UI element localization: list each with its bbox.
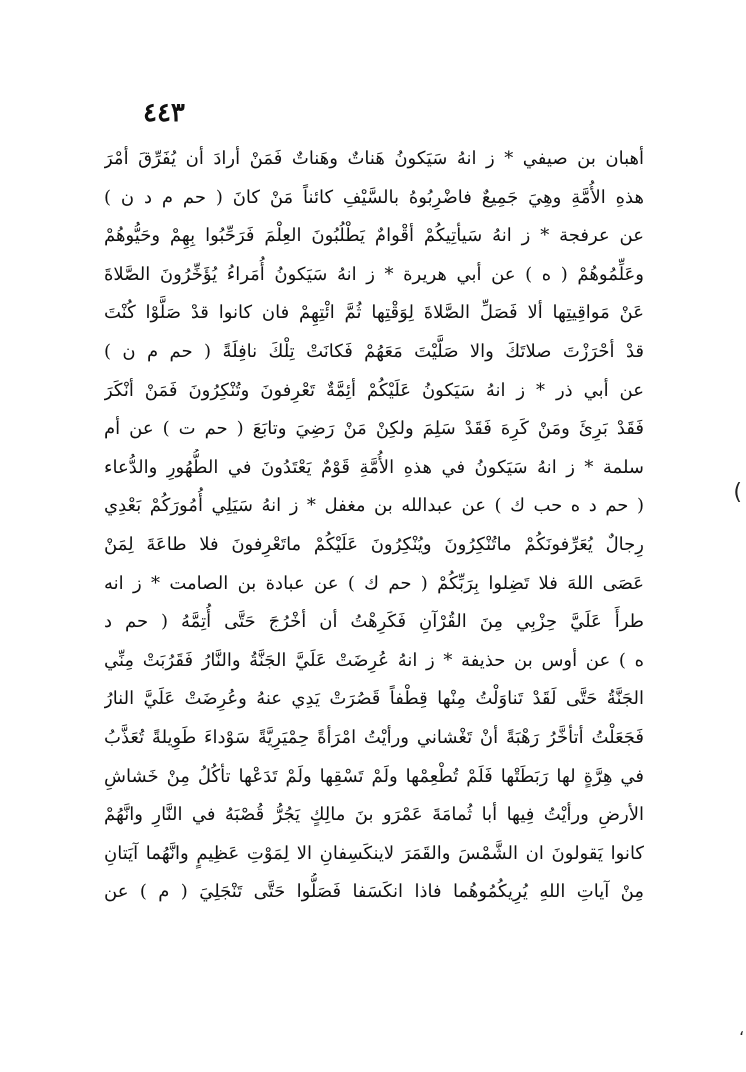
text-line: هذهِ الأُمَّةِ وهِيَ جَمِيعٌ فاضْرِبُوهُ بالسَّيْفِ كائناً مَنْ كانَ ( حم م د ن ) (104, 186, 644, 208)
text-line: سلمة * ز انهُ سَيَكونُ في هذهِ الأُمَّةِ قَوْمٌ يَعْتَدُونَ في الطُّهُورِ والدُّعاء (104, 456, 644, 478)
text-line: ه ) عن أوس بن حذيفة * ز انهُ عُرِضَتْ عَلَيَّ الجَنَّةُ والنَّارُ فَقَرُبَتْ مِنِّي (104, 649, 644, 671)
text-line: الجَنَّةُ حَتَّى لَقَدْ تَناوَلْتُ مِنْها قِطْفاً قَصُرَتْ يَدِي عنهُ وعُرِضَتْ عَلَيَّ النارُ (104, 688, 644, 710)
text-line: وعَلِّمُوهُمْ ( ه ) عن أبي هريرة * ز انهُ سَيَكونُ أُمَراءُ يُؤَخِّرُونَ الصَّلاةَ (104, 263, 644, 285)
margin-mark: ( (733, 480, 742, 505)
text-line: عَنْ مَواقِيتِها ألا فَصَلِّ الصَّلاةَ لِوَقْتِها ثُمَّ ائْتِهِمْ فان كانوا قدْ صَلَّوْا كُنْتَ (104, 302, 644, 324)
body-text (104, 140, 644, 912)
text-line: عن عرفجة * ز انهُ سَيأتِيكُمْ أقْوامٌ يَطْلُبُونَ العِلْمَ فَرَحِّبُوا بِهِمْ وحَيُّوهُمْ (104, 225, 644, 247)
text-line: الأرضِ ورأيْتُ فِيها أبا ثُمامَةَ عَمْرَو بنَ مالِكٍ يَجُرُّ قُصْبَهُ في النَّارِ وانَّهُمْ (104, 804, 644, 826)
margin-mark: ، (738, 1020, 744, 1039)
text-line: طرأَ عَلَيَّ حِزْبِي مِنَ القُرْآنِ فَكَرِهْتُ أن أخْرُجَ حَتَّى أُتِمَّهُ ( حم د (104, 611, 644, 633)
text-line: فَقَدْ بَرِئَ ومَنْ كَرِهَ فَقَدْ سَلِمَ ولكِنْ مَنْ رَضِيَ وتابَعَ ( حم ت ) عن أم (104, 418, 644, 440)
text-line: عن أبي ذر * ز انهُ سَيَكونُ عَلَيْكُمْ أئِمَّةٌ تَعْرِفونَ وتُنْكِرُونَ فَمَنْ أنْكَرَ (104, 379, 644, 401)
text-line: قدْ أحْرَزْتَ صلاتَكَ والا صَلَّيْتَ مَعَهُمْ فَكانَتْ تِلْكَ نافِلَةً ( حم م ن ) (104, 340, 644, 362)
text-line: كانوا يَقولونَ ان الشَّمْسَ والقَمَرَ لاينكَسِفانِ الا لِمَوْتِ عَظِيمٍ وانَّهُما آيَتانِ (104, 842, 644, 864)
text-line: مِنْ آياتِ اللهِ يُرِيكُمُوهُما فاذا انكَسَفا فَصَلُّوا حَتَّى تَنْجَلِيَ ( م ) عن (104, 881, 644, 903)
text-line: عَصَى اللهَ فلا تَضِلوا بِرَبِّكُمْ ( حم ك ) عن عبادة بن الصامت * ز انه (104, 572, 644, 594)
text-line: ( حم د ه حب ك ) عن عبدالله بن مغفل * ز انهُ سَيَلِي أُمُورَكُمْ بَعْدِي (104, 495, 644, 517)
text-line: في هِرَّةٍ لها رَبَطَتْها فَلَمْ تُطْعِمْها ولَمْ تَسْقِها ولَمْ تَدَعْها تأكُلُ مِنْ خَشاشِ (104, 765, 644, 787)
text-line: فَجَعَلْتُ أتأخَّرُ رَهْبَةً أنْ تَغْشاني ورأيْتُ امْرَأةً حِمْيَرِيَّةً سَوْداءَ طَوِيلةً تُعَذَّبُ (104, 726, 644, 748)
text-line: أهبان بن صيفي * ز انهُ سَيَكونُ هَناتٌ وهَناتٌ فَمَنْ أرادَ أن يُفَرِّقَ أمْرَ (104, 148, 644, 169)
text-line: رِجالٌ يُعَرِّفونَكُمْ ماتُنْكِرُونَ ويُنْكِرُونَ عَلَيْكُمْ ماتَعْرِفونَ فلا طاعَةَ لِمَنْ (104, 533, 644, 555)
page-number: ٤٤٣ (143, 98, 185, 128)
